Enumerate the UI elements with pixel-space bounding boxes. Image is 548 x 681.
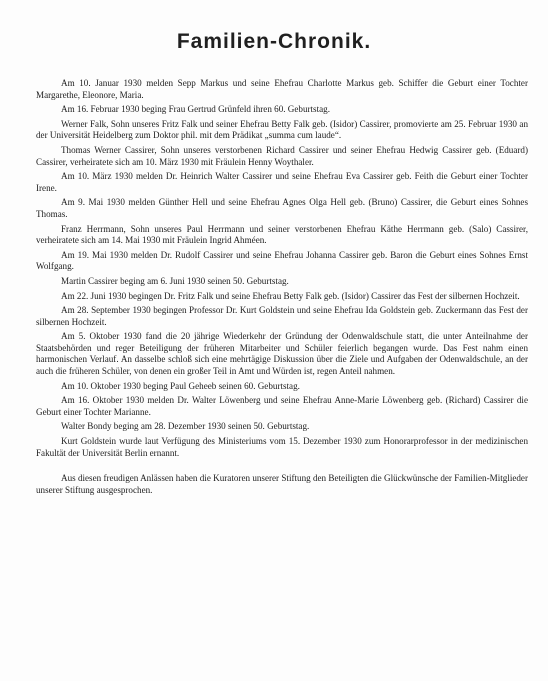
chronicle-entry: Am 9. Mai 1930 melden Günther Hell und seine Ehefrau Agnes Olga Hell geb. (Bruno) Cassirer, die Geburt eines Sohnes Thomas. xyxy=(36,197,528,219)
chronicle-entry: Martin Cassirer beging am 6. Juni 1930 seinen 50. Geburtstag. xyxy=(61,275,289,286)
chronicle-entry: Franz Herrmann, Sohn unseres Paul Herrmann und seiner verstorbenen Ehefrau Käthe Herrmann geb. (Salo) Cassirer, verheiratete sich am 14. Mai 1930 mit Fräulein Ingrid Ahméen. xyxy=(36,223,528,246)
closing-paragraph: Aus diesen freudigen Anlässen haben die Kuratoren unserer Stiftung den Beteiligten die Glückwünsche der Familien-Mitglieder unserer Stiftung ausgesprochen. xyxy=(36,473,528,495)
chronicle-entry: Am 16. Oktober 1930 melden Dr. Walter Löwenberg und seine Ehefrau Anne-Marie Löwenberg geb. (Richard) Cassirer die Geburt einer Tochter Marianne. xyxy=(36,395,528,417)
chronicle-entry: Werner Falk, Sohn unseres Fritz Falk und seiner Ehefrau Betty Falk geb. (Isidor) Cassirer, promovierte am 25. Februar 1930 an der Universität Heidelberg zum Doktor phil. mit dem Prädikat „summa cum laude“. xyxy=(36,118,528,141)
page-title: Familien-Chronik. xyxy=(176,30,372,53)
chronicle-entry: Am 5. Oktober 1930 fand die 20 jährige Wiederkehr der Gründung der Odenwaldschule statt, die unter Anteilnahme der Staatsbehörden und reger Beteiligung der früheren Mitarbeiter und Schüler feierlich begangen wurde. Das Fest nahm einen harmonischen Verlauf. An dasselbe schloß sich eine mehrtägige Diskussion über die Ziele und Aufgaben der Odenwaldschule, an der auch die früheren Schüler, von denen ein großer Teil in Amt und Würden ist, regen Anteil nahmen. xyxy=(36,331,528,377)
chronicle-entry: Kurt Goldstein wurde laut Verfügung des Ministeriums vom 15. Dezember 1930 zum Honorarprofessor in der medizinischen Fakultät der Universität Berlin ernannt. xyxy=(36,436,528,458)
chronicle-entry: Walter Bondy beging am 28. Dezember 1930 seinen 50. Geburtstag. xyxy=(61,421,310,432)
chronicle-entry: Am 19. Mai 1930 melden Dr. Rudolf Cassirer und seine Ehefrau Johanna Cassirer geb. Baron die Geburt eines Sohnes Ernst Wolfgang. xyxy=(36,249,528,272)
chronicle-entry: Am 10. März 1930 melden Dr. Heinrich Walter Cassirer und seine Ehefrau Eva Cassirer geb. Feith die Geburt einer Tochter Irene. xyxy=(36,171,528,193)
chronicle-entry: Am 10. Januar 1930 melden Sepp Markus und seine Ehefrau Charlotte Markus geb. Schiffer die Geburt einer Tochter Margarethe, Eleonore, Maria. xyxy=(36,78,528,100)
chronicle-entry: Am 28. September 1930 begingen Professor Dr. Kurt Goldstein und seine Ehefrau Ida Goldstein geb. Zuckermann das Fest der silbernen Hochzeit. xyxy=(36,305,528,327)
chronicle-entry: Am 16. Februar 1930 beging Frau Gertrud Grünfeld ihren 60. Geburtstag. xyxy=(61,104,330,115)
chronicle-entry: Am 22. Juni 1930 begingen Dr. Fritz Falk und seine Ehefrau Betty Falk geb. (Isidor) Cassirer das Fest der silbernen Hochzeit. xyxy=(61,290,520,301)
chronicle-entry: Am 10. Oktober 1930 beging Paul Geheeb seinen 60. Geburtstag. xyxy=(61,380,300,391)
chronicle-entry: Thomas Werner Cassirer, Sohn unseres verstorbenen Richard Cassirer und seiner Ehefrau Hedwig Cassirer geb. (Eduard) Cassirer, verheiratete sich am 10. März 1930 mit Fräulein Henny Woythaler. xyxy=(36,144,528,167)
chronicle-body xyxy=(36,78,528,499)
